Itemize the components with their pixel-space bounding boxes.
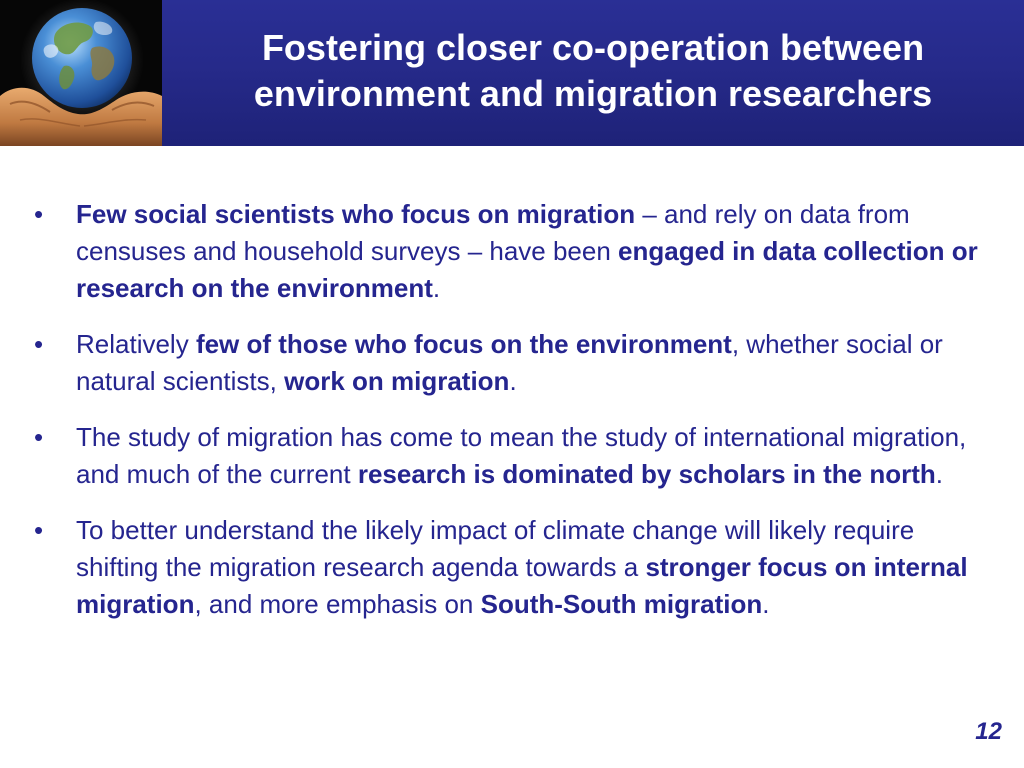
header-bar [162,0,1024,146]
bullet-1-bold-1: Few social scientists who focus on migration [76,199,636,229]
bullet-4-bold-1: stronger focus on internal migration [76,552,968,619]
slide-title-line-1: Fostering closer co-operation between [261,27,925,68]
slide-title [240,25,946,121]
bullet-1-bold-2: engaged in data collection or research on the environment [76,236,978,303]
globe-in-hands-image [0,0,162,146]
bullet-1-text-2: . [432,273,441,303]
page-number: 12 [975,718,1002,745]
bullet-1-text-1: – and rely on data from censuses and household surveys – have been [76,199,910,266]
bullet-4-bold-2: South-South migration [480,589,763,619]
bullet-item [31,419,991,493]
bullet-dot: • [34,422,44,452]
bullet-4-text-1: To better understand the likely impact of climate change will likely require shifting the migration research agenda towards a [76,515,915,582]
bullet-item [31,512,991,623]
bullet-dot: • [34,329,44,359]
slide-title-line-2: environment and migration researchers [253,73,933,114]
bullet-2-bold-2: work on migration [284,366,510,396]
bullet-2-text-1: Relatively [76,329,196,359]
bullet-3-text-1: The study of migration has come to mean the study of international migration, and much of the current [76,422,967,489]
bullet-dot: • [34,199,44,229]
bullet-3-bold-1: research is dominated by scholars in the north [357,459,936,489]
bullet-item [31,326,991,400]
bullet-item [31,196,991,307]
bullet-4-text-2: , and more emphasis on [194,589,481,619]
bullet-4-text-3: . [762,589,770,619]
bullet-2-bold-1: few of those who focus on the environment [195,329,732,359]
bullet-3-text-2: . [935,459,943,489]
bullet-2-text-3: . [509,366,517,396]
bullet-list [31,196,991,642]
bullet-2-text-2: , whether social or natural scientists, [76,329,943,396]
globe-in-hands-icon [0,0,162,146]
bullet-dot: • [34,515,44,545]
